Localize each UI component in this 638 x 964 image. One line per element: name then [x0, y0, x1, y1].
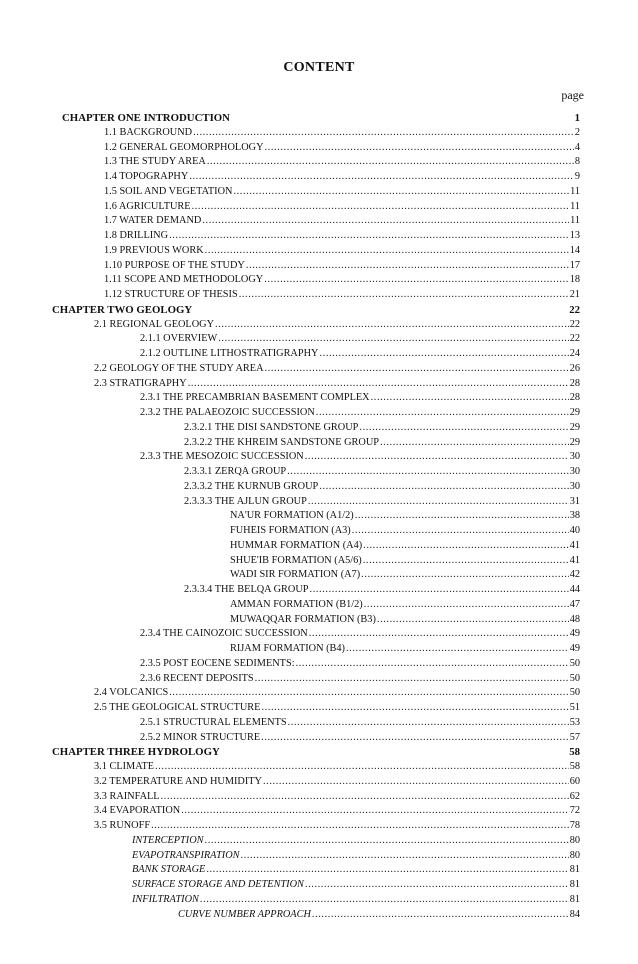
- toc-entry-page-number: 41: [569, 539, 580, 551]
- toc-entry-label: MUWAQQAR FORMATION (B3): [230, 613, 376, 625]
- toc-entry: [132, 864, 580, 876]
- toc-entry-page-number: 8: [574, 156, 580, 168]
- dot-leader: [377, 614, 569, 626]
- dot-leader: [189, 171, 574, 183]
- toc-entry: [140, 348, 580, 360]
- toc-entry-label: HUMMAR FORMATION (A4): [230, 539, 363, 551]
- toc-entry-page-number: 17: [569, 259, 580, 271]
- toc-entry-label: 2.5.1 STRUCTURAL ELEMENTS: [140, 716, 287, 728]
- toc-entry-page-number: 9: [574, 171, 580, 182]
- toc-entry: [230, 643, 580, 655]
- toc-entry-page-number: 78: [569, 820, 580, 831]
- dot-leader: [207, 156, 574, 168]
- toc-entry-label: SHUE'IB FORMATION (A5/6): [230, 554, 362, 566]
- toc-entry-page-number: 29: [569, 436, 580, 448]
- toc-entry: [94, 791, 580, 803]
- toc-entry-label: 2.1 REGIONAL GEOLOGY: [94, 318, 215, 330]
- toc-entry: [140, 451, 580, 463]
- toc-entry-label: 2.3.3.3 THE AJLUN GROUP: [184, 495, 307, 507]
- toc-entry-page-number: 50: [569, 657, 580, 669]
- toc-entry-label: 2.3.3.2 THE KURNUB GROUP: [184, 480, 319, 492]
- toc-chapter-heading: [52, 746, 580, 758]
- toc-entry-page-number: 14: [569, 244, 580, 256]
- toc-entry-label: CURVE NUMBER APPROACH: [178, 908, 311, 920]
- toc-entry-page-number: 80: [569, 849, 580, 861]
- toc-entry-label: 2.3.2.2 THE KHREIM SANDSTONE GROUP: [184, 436, 379, 448]
- dot-leader: [155, 761, 569, 773]
- dot-leader: [296, 658, 569, 670]
- page-title: CONTENT: [283, 60, 355, 75]
- toc-entry-page-number: 13: [569, 230, 580, 241]
- toc-entry-page-number: 53: [569, 716, 580, 728]
- toc-entry-label: 1.4 TOPOGRAPHY: [104, 171, 189, 182]
- toc-entry-label: 1.10 PURPOSE OF THE STUDY: [104, 259, 245, 271]
- dot-leader: [192, 201, 570, 213]
- toc-entry-page-number: 30: [569, 480, 580, 492]
- dot-leader: [316, 407, 569, 419]
- toc-entry-label: 2.3.3 THE MESOZOIC SUCCESSION: [140, 451, 304, 463]
- dot-leader: [287, 466, 569, 478]
- dot-leader: [319, 348, 568, 360]
- toc-entry: [140, 392, 580, 404]
- toc-entry: [104, 171, 580, 183]
- toc-entry: [184, 437, 580, 449]
- dot-leader: [261, 732, 569, 744]
- dot-leader: [309, 628, 569, 640]
- dot-leader: [169, 687, 569, 699]
- toc-entry: [230, 555, 580, 567]
- toc-entry: [132, 850, 580, 862]
- dot-leader: [193, 127, 574, 139]
- toc-entry: [140, 628, 580, 640]
- toc-entry-label: BANK STORAGE: [132, 864, 206, 876]
- toc-entry: [104, 215, 580, 227]
- toc-entry: [140, 673, 580, 685]
- dot-leader: [305, 451, 569, 463]
- dot-leader: [205, 245, 569, 257]
- toc-entry-label: EVAPOTRANSPIRATION: [132, 849, 240, 861]
- dot-leader: [288, 717, 569, 729]
- toc-entry-label: NA'UR FORMATION (A1/2): [230, 510, 354, 522]
- dot-leader: [263, 776, 569, 788]
- dot-leader: [359, 422, 568, 434]
- toc-entry: [94, 687, 580, 699]
- toc-entry: [184, 422, 580, 434]
- dot-leader: [265, 142, 574, 154]
- toc-entry-page-number: 30: [569, 466, 580, 477]
- toc-entry-page-number: 44: [569, 584, 580, 595]
- dot-leader: [261, 702, 568, 714]
- toc-entry: [104, 245, 580, 257]
- toc-entry-label: 2.3.1 THE PRECAMBRIAN BASEMENT COMPLEX: [140, 392, 370, 404]
- toc-entry-page-number: 11: [570, 215, 580, 227]
- toc-entry: [230, 569, 580, 581]
- toc-entry-label: 2.3.2 THE PALAEOZOIC SUCCESSION: [140, 407, 315, 418]
- dot-leader: [355, 510, 569, 522]
- toc-entry-label: 2.5.2 MINOR STRUCTURE: [140, 731, 261, 743]
- toc-entry: [94, 363, 580, 375]
- dot-leader: [215, 319, 569, 331]
- toc-entry-page-number: 11: [570, 200, 580, 212]
- dot-leader: [161, 791, 569, 803]
- toc-entry-label: 2.2 GEOLOGY OF THE STUDY AREA: [94, 362, 264, 374]
- toc-entry: [104, 201, 580, 213]
- toc-entry: [132, 879, 580, 891]
- toc-entry: [132, 894, 580, 906]
- toc-entry-label: 1.8 DRILLING: [104, 230, 169, 241]
- toc-entry-page-number: 22: [569, 333, 580, 345]
- toc-entry-page-number: 18: [569, 274, 580, 286]
- toc-entry-label: 1.12 STRUCTURE OF THESIS: [104, 289, 238, 300]
- toc-entry: [94, 820, 580, 832]
- toc-entry: [184, 496, 580, 508]
- toc-entry: [104, 156, 580, 168]
- toc-entry-page-number: 22: [569, 318, 580, 330]
- toc-entry: [94, 761, 580, 773]
- toc-entry-label: 3.5 RUNOFF: [94, 820, 151, 831]
- toc-entry: [184, 584, 580, 596]
- toc-entry-page-number: 22: [569, 303, 580, 316]
- dot-leader: [239, 289, 569, 301]
- toc-entry-page-number: 47: [569, 598, 580, 610]
- toc-entry-page-number: 1: [574, 112, 580, 124]
- toc-entry-label: INTERCEPTION: [132, 834, 204, 846]
- toc-entry-label: 2.3.6 RECENT DEPOSITS: [140, 672, 254, 684]
- toc-entry-label: 2.3 STRATIGRAPHY: [94, 377, 187, 389]
- toc-entry: [104, 274, 580, 286]
- toc-entry-label: 2.3.3.1 ZERQA GROUP: [184, 466, 287, 477]
- toc-entry-page-number: 11: [570, 185, 580, 197]
- dot-leader: [206, 864, 568, 876]
- toc-entry: [140, 658, 580, 670]
- toc-entry-label: SURFACE STORAGE AND DETENTION: [132, 879, 304, 890]
- toc-entry-page-number: 28: [569, 377, 580, 389]
- toc-entry-label: 3.1 CLIMATE: [94, 761, 155, 772]
- toc-entry-page-number: 57: [569, 731, 580, 743]
- toc-entry: [94, 378, 580, 390]
- dot-leader: [181, 805, 569, 817]
- toc-entry-page-number: 4: [574, 141, 580, 153]
- toc-entry-label: 1.5 SOIL AND VEGETATION: [104, 185, 233, 197]
- dot-leader: [310, 584, 569, 596]
- toc-entry: [104, 142, 580, 154]
- toc-entry-label: 1.1 BACKGROUND: [104, 126, 193, 138]
- toc-chapter-heading: [62, 112, 580, 124]
- toc-entry: [230, 599, 580, 611]
- dot-leader: [233, 186, 569, 198]
- toc-entry-page-number: 38: [569, 510, 580, 522]
- toc-entry: [94, 776, 580, 788]
- toc-entry: [104, 127, 580, 139]
- toc-entry-label: FUHEIS FORMATION (A3): [230, 525, 351, 536]
- dot-leader: [352, 525, 569, 537]
- toc-entry: [94, 805, 580, 817]
- toc-entry: [140, 333, 580, 345]
- toc-entry-page-number: 50: [569, 687, 580, 699]
- toc-entry: [140, 717, 580, 729]
- dot-leader: [241, 850, 569, 862]
- toc-entry-page-number: 62: [569, 790, 580, 802]
- toc-entry-page-number: 30: [569, 451, 580, 463]
- dot-leader: [380, 437, 569, 449]
- toc-entry-label: 2.1.2 OUTLINE LITHOSTRATIGRAPHY: [140, 348, 319, 359]
- toc-entry-label: 1.11 SCOPE AND METHODOLOGY: [104, 274, 264, 286]
- toc-entry-label: INFILTRATION: [132, 893, 199, 905]
- dot-leader: [246, 260, 569, 272]
- toc-entry-page-number: 49: [569, 643, 580, 654]
- dot-leader: [363, 540, 569, 552]
- toc-entry-page-number: 41: [569, 554, 580, 566]
- dot-leader: [218, 333, 568, 345]
- toc-entry: [230, 614, 580, 626]
- toc-entry-page-number: 84: [569, 908, 580, 920]
- dot-leader: [151, 820, 569, 832]
- toc-entry-label: 1.2 GENERAL GEOMORPHOLOGY: [104, 141, 264, 153]
- toc-entry-page-number: 80: [569, 834, 580, 846]
- toc-entry-page-number: 29: [569, 421, 580, 433]
- toc-entry-label: 2.1.1 OVERVIEW: [140, 333, 218, 345]
- toc-entry-label: AMMAN FORMATION (B1/2): [230, 598, 363, 610]
- dot-leader: [169, 230, 569, 242]
- toc-entry-page-number: 42: [569, 569, 580, 581]
- page-column-label: page: [561, 88, 584, 102]
- toc-entry-label: 1.6 AGRICULTURE: [104, 200, 191, 212]
- toc-entry-label: CHAPTER TWO GEOLOGY: [52, 303, 193, 316]
- toc-entry-label: 1.9 PREVIOUS WORK: [104, 244, 204, 256]
- toc-entry: [184, 481, 580, 493]
- toc-entry-label: WADI SIR FORMATION (A7): [230, 569, 361, 581]
- toc-entry: [140, 407, 580, 419]
- toc-entry-label: 1.7 WATER DEMAND: [104, 215, 202, 227]
- dot-leader: [255, 673, 569, 685]
- toc-entry-label: 2.5 THE GEOLOGICAL STRUCTURE: [94, 702, 261, 713]
- toc-entry: [230, 510, 580, 522]
- toc-entry: [104, 289, 580, 301]
- toc-entry: [230, 525, 580, 537]
- toc-entry: [94, 319, 580, 331]
- toc-entry: [104, 230, 580, 242]
- toc-entry-label: CHAPTER ONE INTRODUCTION: [62, 112, 230, 124]
- dot-leader: [265, 363, 569, 375]
- toc-chapter-heading: [52, 304, 580, 316]
- toc-entry-label: 2.4 VOLCANICS: [94, 687, 169, 699]
- toc-entry-page-number: 58: [569, 746, 580, 759]
- toc-entry-label: RIJAM FORMATION (B4): [230, 643, 345, 654]
- toc-entry-page-number: 21: [569, 289, 580, 300]
- toc-entry-label: 2.3.4 THE CAINOZOIC SUCCESSION: [140, 628, 308, 640]
- toc-entry: [94, 702, 580, 714]
- toc-entry-page-number: 49: [569, 628, 580, 640]
- toc-entry-label: 3.3 RAINFALL: [94, 790, 160, 802]
- toc-entry-label: CHAPTER THREE HYDROLOGY: [52, 746, 220, 759]
- dot-leader: [188, 378, 569, 390]
- toc-entry-page-number: 81: [569, 893, 580, 905]
- toc-entry-label: 1.3 THE STUDY AREA: [104, 156, 206, 168]
- dot-leader: [363, 555, 569, 567]
- toc-entry: [104, 186, 580, 198]
- toc-entry: [140, 732, 580, 744]
- dot-leader: [264, 274, 568, 286]
- toc-entry-page-number: 24: [569, 348, 580, 359]
- toc-entry-page-number: 48: [569, 613, 580, 625]
- dot-leader: [312, 909, 569, 921]
- toc-entry-page-number: 81: [569, 879, 580, 890]
- toc-entry-page-number: 31: [569, 495, 580, 507]
- dot-leader: [346, 643, 569, 655]
- toc-entry-page-number: 29: [569, 407, 580, 418]
- toc-entry-page-number: 2: [574, 126, 580, 138]
- toc-entry-page-number: 26: [569, 362, 580, 374]
- toc-entry-page-number: 72: [569, 805, 580, 817]
- dot-leader: [364, 599, 569, 611]
- dot-leader: [200, 894, 569, 906]
- toc-entry-page-number: 28: [569, 392, 580, 404]
- toc-entry: [104, 260, 580, 272]
- toc-entry-page-number: 51: [569, 702, 580, 713]
- toc-entry-page-number: 81: [569, 864, 580, 876]
- dot-leader: [305, 879, 569, 891]
- dot-leader: [202, 215, 569, 227]
- dot-leader: [371, 392, 569, 404]
- dot-leader: [361, 569, 569, 581]
- dot-leader: [308, 496, 569, 508]
- toc-entry: [230, 540, 580, 552]
- toc-entry: [178, 909, 580, 921]
- dot-leader: [319, 481, 568, 493]
- dot-leader: [205, 835, 569, 847]
- toc-entry: [132, 835, 580, 847]
- toc-entry-label: 3.2 TEMPERATURE AND HUMIDITY: [94, 775, 262, 787]
- toc-entry-label: 2.3.3.4 THE BELQA GROUP: [184, 584, 309, 595]
- toc-entry-label: 2.3.2.1 THE DISI SANDSTONE GROUP: [184, 421, 359, 433]
- toc-entry-page-number: 50: [569, 672, 580, 684]
- toc-entry-label: 2.3.5 POST EOCENE SEDIMENTS:: [140, 657, 295, 669]
- toc-entry-label: 3.4 EVAPORATION: [94, 805, 181, 817]
- toc-entry-page-number: 60: [569, 775, 580, 787]
- toc-entry: [184, 466, 580, 478]
- toc-entry-page-number: 40: [569, 525, 580, 536]
- toc-entry-page-number: 58: [569, 761, 580, 772]
